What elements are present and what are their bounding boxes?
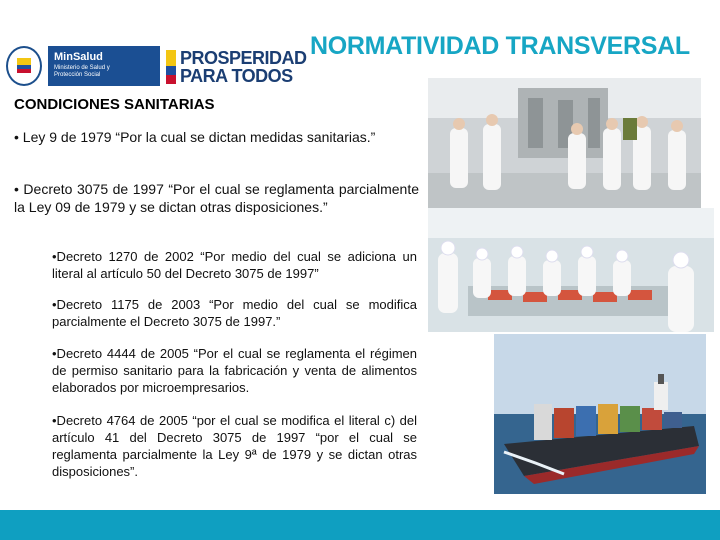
bullet-ley-9 [14, 128, 424, 146]
minsalud-box [48, 46, 160, 86]
prosperidad-logo [166, 46, 307, 86]
food-factory-photo [428, 78, 701, 211]
cargo-ship-photo [494, 334, 706, 494]
bullet-lead: • Decreto 3075 de 1997 [14, 181, 164, 197]
bullet-text: “Por el cual se reglamenta parcialmente la Ley 09 de 1979 y se dictan otras disposiciones.” [14, 181, 420, 215]
minsalud-title: MinSalud [54, 51, 103, 63]
flag-bars-icon [166, 50, 176, 84]
footer-bar [0, 510, 720, 540]
sub-bullet-decreto-1270: •Decreto 1270 de 2002 “Por medio del cual se adiciona un literal al artículo 50 del Decreto 3075 de 1997” [52, 249, 417, 281]
sub-bullet-decreto-1175: •Decreto 1175 de 2003 “Por medio del cual se modifica parcialmente el Decreto 3075 de 1997.” [52, 297, 417, 329]
minsalud-subtitle: Ministerio de Salud y Protección Social [54, 65, 110, 78]
bullet-text: “Por la cual se dictan medidas sanitarias.” [111, 129, 376, 145]
minsalud-logo [2, 44, 162, 88]
prosperidad-line1: PROSPERIDAD [180, 48, 307, 68]
bullet-lead: • Ley 9 de 1979 [14, 129, 112, 145]
prosperidad-line2: PARA TODOS [180, 66, 293, 86]
food-processing-photo [428, 208, 714, 332]
page-title: NORMATIVIDAD TRANSVERSAL [310, 32, 690, 60]
coat-of-arms-icon [6, 46, 42, 86]
sub-bullet-decreto-4764: •Decreto 4764 de 2005 “por el cual se modifica el literal c) del artículo 41 del Decreto 3075 de 1997 “por el cual se reglamenta parcialmente la Ley 9ª de 1979 y se dictan otras disposiciones”. [52, 413, 417, 479]
sub-bullet-decreto-4444: •Decreto 4444 de 2005 “Por el cual se reglamenta el régimen de permiso sanitario para la fabricación y venta de alimentos elaborados por microempresarios. [52, 346, 417, 395]
bullet-decreto-3075 [14, 180, 419, 216]
section-title: CONDICIONES SANITARIAS [14, 96, 215, 113]
